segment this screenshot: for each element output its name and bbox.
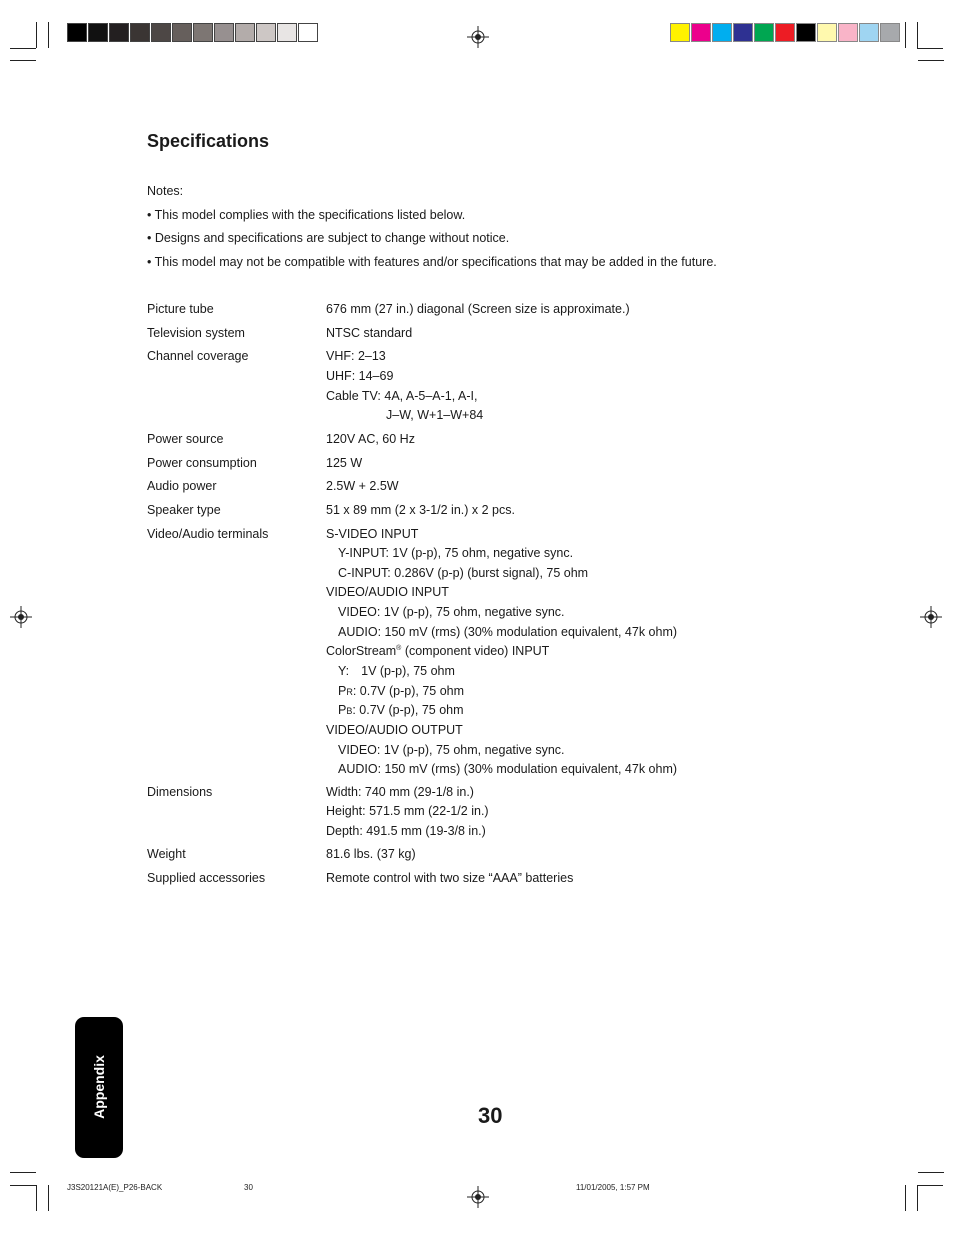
spec-value-speaker-type: 51 x 89 mm (2 x 3-1/2 in.) x 2 pcs.	[326, 503, 515, 517]
spec-label-tv-system: Television system	[147, 326, 245, 340]
note-item: • This model may not be compatible with features and/or specifications that may be added in the future.	[147, 255, 717, 269]
spec-value-svideo: S-VIDEO INPUT	[326, 527, 419, 541]
cs-pr-sub: R	[346, 687, 353, 697]
color-swatch	[754, 23, 774, 42]
spec-value-cs-pb	[338, 703, 464, 717]
color-swatch	[277, 23, 297, 42]
color-swatch	[838, 23, 858, 42]
color-swatch	[859, 23, 879, 42]
registration-mark-icon	[467, 1186, 489, 1208]
footer-file: J3S20121A(E)_P26-BACK	[67, 1183, 163, 1192]
spec-value-weight: 81.6 lbs. (37 kg)	[326, 847, 416, 861]
color-swatch	[214, 23, 234, 42]
spec-value-cable-cont: J–W, W+1–W+84	[386, 408, 484, 422]
appendix-side-tab	[75, 1017, 123, 1158]
spec-value-va-input-audio: AUDIO: 150 mV (rms) (30% modulation equivalent, 47k ohm)	[338, 625, 678, 639]
spec-value-width: Width: 740 mm (29-1/8 in.)	[326, 785, 474, 799]
color-swatch	[775, 23, 795, 42]
spec-value-vhf: VHF: 2–13	[326, 349, 386, 363]
spec-label-picture-tube: Picture tube	[147, 302, 214, 316]
color-swatch	[796, 23, 816, 42]
spec-label-channel: Channel coverage	[147, 349, 249, 363]
spec-label-terminals: Video/Audio terminals	[147, 527, 269, 541]
page-number: 30	[478, 1103, 503, 1128]
color-swatch	[670, 23, 690, 42]
color-swatch	[151, 23, 171, 42]
spec-value-cs-pr	[338, 684, 464, 698]
spec-value-picture-tube: 676 mm (27 in.) diagonal (Screen size is approximate.)	[326, 302, 630, 316]
page-title: Specifications	[147, 131, 270, 151]
spec-value-cs-y	[338, 664, 455, 678]
color-bar	[670, 23, 901, 42]
spec-value-cable: Cable TV: 4A, A-5–A-1, A-I,	[326, 389, 478, 403]
spec-value-uhf: UHF: 14–69	[326, 369, 394, 383]
registration-mark-icon	[920, 606, 942, 628]
color-swatch	[67, 23, 87, 42]
color-swatch	[817, 23, 837, 42]
registration-mark-icon	[10, 606, 32, 628]
cs-y-value: 1V (p-p), 75 ohm	[361, 664, 455, 678]
cs-pb-value: : 0.7V (p-p), 75 ohm	[352, 703, 464, 717]
spec-label-power-source: Power source	[147, 432, 224, 446]
colorstream-name: ColorStream	[326, 644, 397, 658]
spec-value-tv-system: NTSC standard	[326, 326, 413, 340]
color-swatch	[130, 23, 150, 42]
note-item: • This model complies with the specifications listed below.	[147, 208, 466, 222]
color-swatch	[109, 23, 129, 42]
registered-mark: ®	[396, 644, 402, 652]
spec-label-audio-power: Audio power	[147, 479, 217, 493]
spec-label-power-consumption: Power consumption	[147, 456, 257, 470]
spec-value-colorstream	[326, 644, 549, 658]
cs-pr-p: P	[338, 684, 347, 698]
spec-label-speaker-type: Speaker type	[147, 503, 221, 517]
color-swatch	[733, 23, 753, 42]
cs-pr-value: : 0.7V (p-p), 75 ohm	[352, 684, 465, 698]
spec-value-va-output-video: VIDEO: 1V (p-p), 75 ohm, negative sync.	[338, 743, 565, 757]
spec-value-va-output-audio: AUDIO: 150 mV (rms) (30% modulation equivalent, 47k ohm)	[338, 762, 678, 776]
grayscale-bar	[67, 23, 319, 42]
colorstream-rest: (component video) INPUT	[401, 644, 550, 658]
spec-value-va-input: VIDEO/AUDIO INPUT	[326, 585, 449, 599]
color-swatch	[172, 23, 192, 42]
note-item: • Designs and specifications are subject to change without notice.	[147, 231, 510, 245]
color-swatch	[235, 23, 255, 42]
registration-mark-icon	[467, 26, 489, 48]
cs-pb-sub: B	[346, 706, 353, 716]
spec-value-height: Height: 571.5 mm (22-1/2 in.)	[326, 804, 489, 818]
spec-value-va-output: VIDEO/AUDIO OUTPUT	[326, 723, 463, 737]
spec-value-depth: Depth: 491.5 mm (19-3/8 in.)	[326, 824, 486, 838]
spec-value-svideo-c: C-INPUT: 0.286V (p-p) (burst signal), 75 ohm	[338, 566, 589, 580]
color-swatch	[298, 23, 318, 42]
color-swatch	[691, 23, 711, 42]
footer-datetime: 11/01/2005, 1:57 PM	[576, 1183, 650, 1192]
spec-value-audio-power: 2.5W + 2.5W	[326, 479, 399, 493]
spec-value-accessories: Remote control with two size “AAA” batteries	[326, 871, 574, 885]
cs-pb-p: P	[338, 703, 347, 717]
side-tab-label: Appendix	[91, 1055, 107, 1119]
color-swatch	[256, 23, 276, 42]
spec-label-weight: Weight	[147, 847, 186, 861]
cs-y-label: Y:	[338, 664, 350, 678]
spec-label-dimensions: Dimensions	[147, 785, 213, 799]
color-swatch	[88, 23, 108, 42]
color-swatch	[880, 23, 900, 42]
spec-value-va-input-video: VIDEO: 1V (p-p), 75 ohm, negative sync.	[338, 605, 565, 619]
spec-value-power-source: 120V AC, 60 Hz	[326, 432, 415, 446]
color-swatch	[193, 23, 213, 42]
notes-heading: Notes:	[147, 184, 184, 198]
spec-label-accessories: Supplied accessories	[147, 871, 266, 885]
spec-value-svideo-y: Y-INPUT: 1V (p-p), 75 ohm, negative sync.	[338, 546, 574, 560]
footer-page: 30	[244, 1183, 253, 1192]
color-swatch	[712, 23, 732, 42]
spec-value-power-consumption: 125 W	[326, 456, 363, 470]
